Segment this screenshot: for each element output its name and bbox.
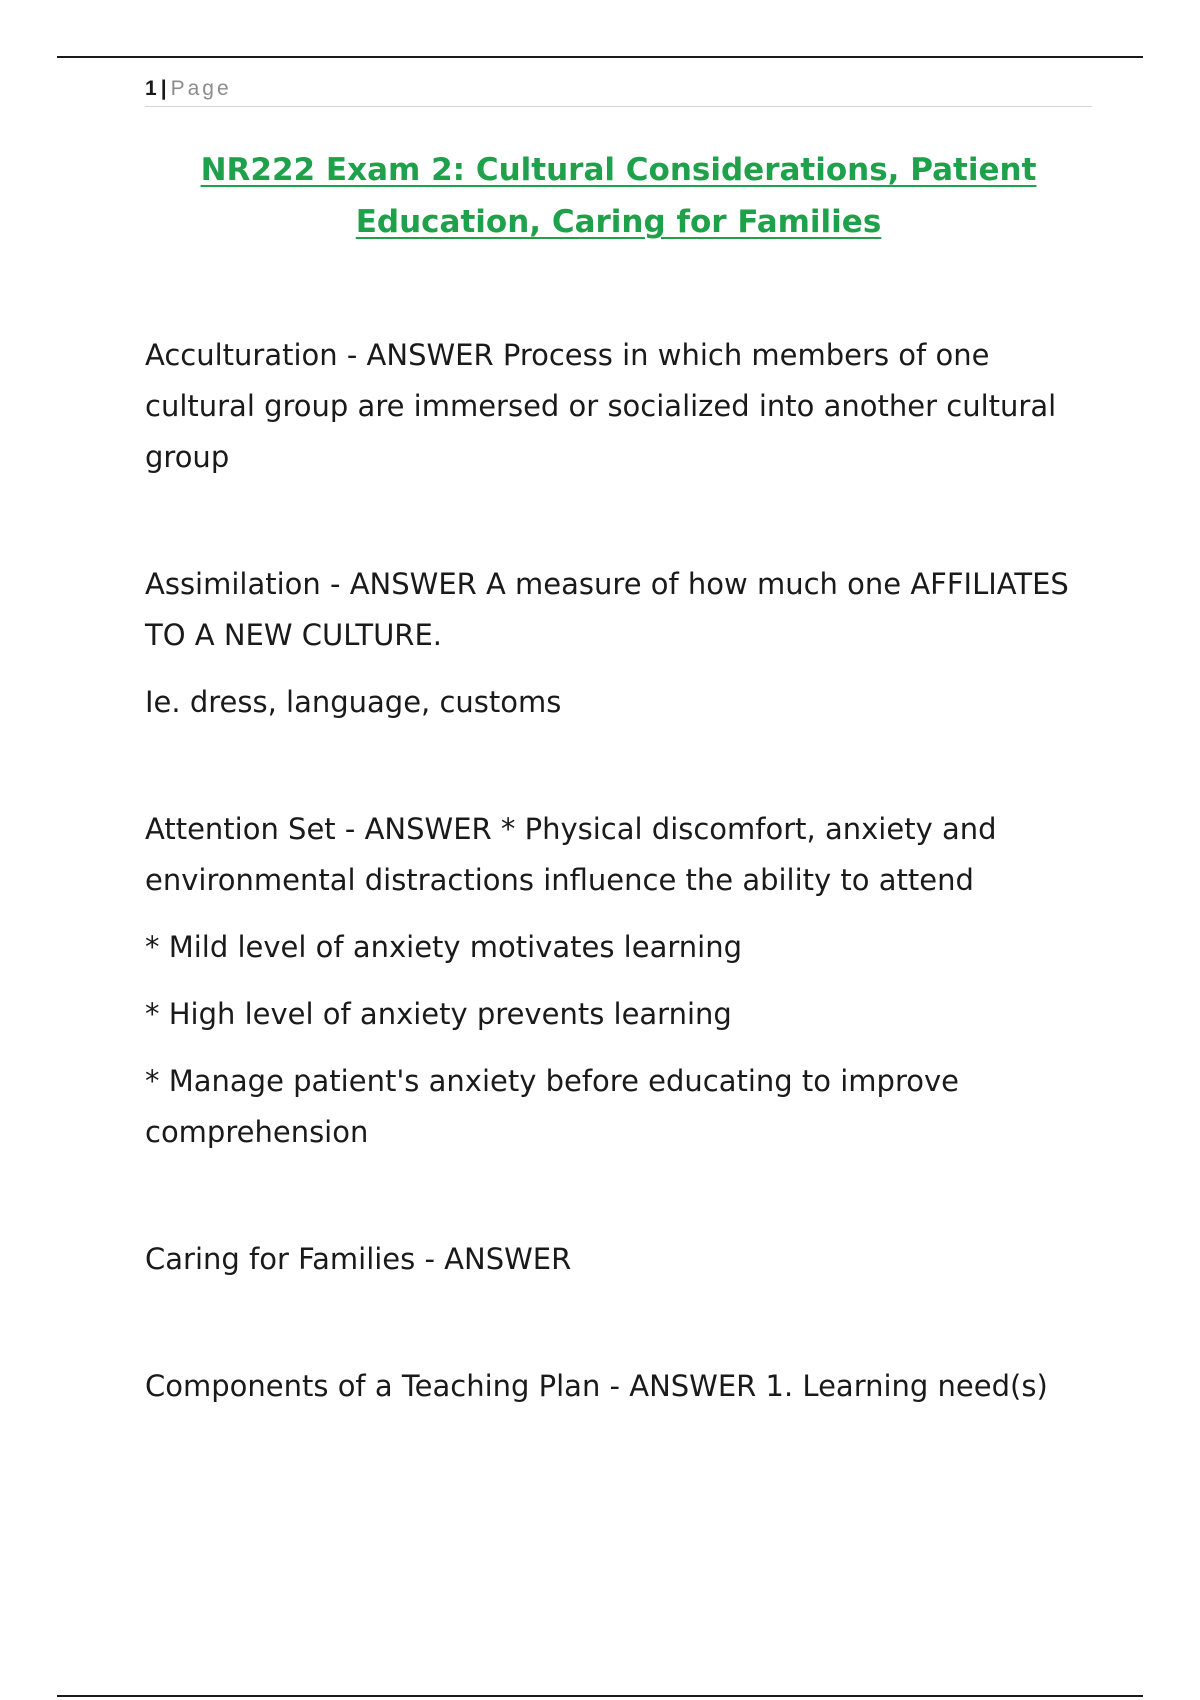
document-title (145, 144, 1092, 248)
bottom-page-rule (57, 1695, 1143, 1697)
document-body (145, 330, 1105, 1488)
entry-bullet: * Mild level of anxiety motivates learning (145, 930, 742, 964)
entry-text: Components of a Teaching Plan - ANSWER 1. Learning need(s) (145, 1369, 1048, 1403)
top-page-rule (57, 56, 1143, 58)
document-title-line-1: NR222 Exam 2: Cultural Considerations, Patient (200, 152, 1037, 188)
entry-attention-set (145, 804, 1105, 1158)
entry-bullet: * Manage patient's anxiety before educating to improve comprehension (145, 1064, 959, 1149)
entry-teaching-plan (145, 1361, 1105, 1412)
page-header (145, 72, 1092, 107)
page-number: 1 (145, 77, 157, 100)
entry-text: Attention Set - ANSWER * Physical discomfort, anxiety and environmental distractions influence the ability to attend (145, 812, 997, 897)
entry-text: Ie. dress, language, customs (145, 685, 562, 719)
entry-text: Caring for Families - ANSWER (145, 1242, 572, 1276)
entry-caring-for-families (145, 1234, 1105, 1285)
page-label: Page (170, 77, 232, 100)
entry-acculturation (145, 330, 1105, 483)
entry-text: Acculturation - ANSWER Process in which members of one cultural group are immersed or socialized into another cultural group (145, 338, 1057, 474)
document-title-line-2: Education, Caring for Families (355, 204, 882, 240)
entry-text: Assimilation - ANSWER A measure of how much one AFFILIATES TO A NEW CULTURE. (145, 567, 1069, 652)
entry-bullet: * High level of anxiety prevents learning (145, 997, 732, 1031)
page-separator: | (160, 77, 167, 100)
entry-assimilation (145, 559, 1105, 728)
